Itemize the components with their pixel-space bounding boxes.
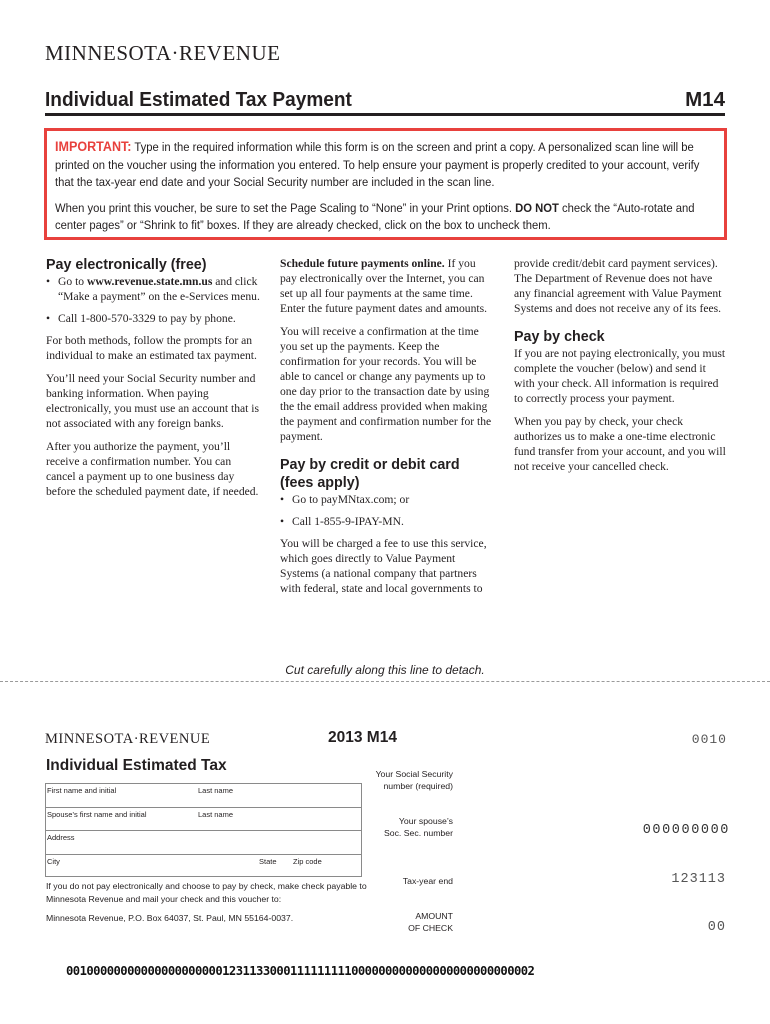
address-row[interactable] (46, 831, 361, 855)
column-schedule-card (280, 256, 495, 604)
important-paragraph-2 (55, 200, 720, 235)
bullet-text: and click “Make a payment” on the e-Services menu. (58, 275, 260, 303)
zip-code-field[interactable]: Zip code (293, 856, 322, 866)
amount-value[interactable]: 00 (707, 920, 726, 935)
tax-year-end-value[interactable]: 123113 (671, 872, 726, 887)
column-pay-electronically (46, 256, 261, 507)
paragraph: You’ll need your Social Security number and banking information. When paying electronically, you must use an account that is not associated with any foreign banks. (46, 372, 260, 430)
voucher-year-form: 2013 M14 (328, 729, 397, 746)
schedule-text: If you pay electronically over the Internet, you can set up all four payments at the same time. Enter the future payment dates and amounts. (280, 257, 488, 315)
voucher-title: Individual Estimated Tax (46, 757, 227, 774)
amount-label (333, 910, 453, 934)
spouse-first-name-field[interactable]: Spouse’s first name and initial (47, 809, 147, 819)
name-row[interactable] (46, 784, 361, 808)
do-not-emphasis: DO NOT (515, 200, 559, 215)
tax-year-end-label: Tax-year end (402, 876, 453, 886)
amount-label-line1: AMOUNT (415, 911, 453, 921)
important-label: IMPORTANT: (55, 139, 132, 154)
heading-pay-check: Pay by check (514, 329, 605, 345)
scan-line: 001000000000000000000001231133000111111111000000000000000000000000002 (66, 964, 535, 978)
paragraph: You will be charged a fee to use this service, which goes directly to Value Payment Systems (a national company that partners with federal, state and local governments to (280, 537, 487, 595)
schedule-lead: Schedule future payments online. (280, 257, 445, 270)
heading-pay-electronically: Pay electronically (free) (46, 257, 207, 273)
print-instructions-rest: check the “Auto-rotate and center pages” or “Shrink to fit” boxes. If they are already checked, click on the box to uncheck them. (55, 200, 695, 232)
spouse-ssn-label-line1: Your spouse’s (398, 816, 453, 826)
page-title-row (45, 88, 725, 116)
paragraph: For both methods, follow the prompts for an individual to make an estimated tax payment. (46, 334, 257, 362)
cut-line-divider (0, 681, 770, 682)
last-name-field[interactable]: Last name (198, 786, 234, 795)
paragraph: provide credit/debit card payment services). The Department of Revenue does not have any financial agreement with Value Payment Systems and does not receive any of its fees. (514, 257, 722, 315)
important-notice (44, 128, 727, 240)
voucher-code: 0010 (691, 732, 727, 747)
important-text: Type in the required information while this form is on the screen and print a copy. A personalized scan line will be printed on the voucher using the information you entered. To help ensure your payment is properly credited to your account, verify that the tax-year end date and your Social Security number are included in the scan line. (55, 140, 700, 189)
brand-logo: MINNESOTA·REVENUE (45, 41, 281, 65)
spouse-last-name-field[interactable]: Last name (198, 809, 234, 819)
list-item: • Call 1-800-570-3329 to pay by phone. (46, 311, 261, 326)
page-title: Individual Estimated Tax Payment (45, 88, 352, 111)
list-item (46, 274, 261, 304)
spouse-ssn-label-line2: Soc. Sec. number (383, 828, 453, 838)
print-instructions: When you print this voucher, be sure to set the Page Scaling to “None” in your Print options. (55, 200, 516, 215)
spouse-ssn-value[interactable]: 000000000 (642, 823, 730, 838)
revenue-website-link[interactable]: www.revenue.state.mn.us (86, 275, 213, 288)
voucher-brand-logo: MINNESOTA·REVENUE (45, 731, 211, 747)
heading-pay-card: Pay by credit or debit card (fees apply) (280, 457, 460, 491)
first-name-field[interactable]: First name and initial (47, 786, 117, 795)
pay-electronically-list (46, 274, 261, 326)
taxpayer-fields (45, 783, 362, 877)
form-code: M14 (685, 88, 725, 111)
amount-label-line2: OF CHECK (408, 923, 453, 933)
paragraph: When you pay by check, your check authorizes us to make a one-time electronic fund transfer from your account, and you will not receive your cancelled check. (514, 415, 726, 473)
address-field[interactable]: Address (47, 833, 75, 842)
mail-instructions: If you do not pay electronically and choose to pay by check, make check payable to Minnesota Revenue and mail your check and this voucher to: (46, 881, 367, 904)
cut-instruction: Cut carefully along this line to detach. (285, 663, 485, 677)
state-field[interactable]: State (259, 856, 277, 866)
bullet-text: Go to (58, 275, 87, 288)
spouse-ssn-label (333, 815, 453, 839)
pay-card-list (280, 492, 495, 529)
list-item: • Go to payMNtax.com; or (280, 492, 495, 507)
ssn-label-line2: number (required) (383, 781, 453, 791)
ssn-label-line1: Your Social Security (375, 769, 453, 779)
paragraph: You will receive a confirmation at the time you set up the payments. Keep the confirmation for your records. You will be able to cancel or change any payments up to one day prior to the transaction date by using the the email address provided when making the payment and confirmation number for the payment. (280, 325, 492, 443)
mail-address: Minnesota Revenue, P.O. Box 64037, St. Paul, MN 55164-0037. (46, 913, 294, 923)
list-item: • Call 1-855-9-IPAY-MN. (280, 514, 495, 529)
schedule-paragraph (280, 256, 495, 316)
ssn-label (333, 768, 453, 792)
spouse-name-row[interactable] (46, 808, 361, 832)
paragraph: After you authorize the payment, you’ll receive a confirmation number. You can cancel a payment up to one business day before the scheduled payment date, if needed. (46, 440, 259, 498)
city-row[interactable] (46, 855, 361, 879)
city-field[interactable]: City (47, 856, 60, 866)
column-pay-check (514, 256, 729, 482)
important-paragraph-1 (55, 138, 720, 192)
paragraph: If you are not paying electronically, you must complete the voucher (below) and send it with your check. All information is required to correctly process your payment. (514, 347, 726, 405)
